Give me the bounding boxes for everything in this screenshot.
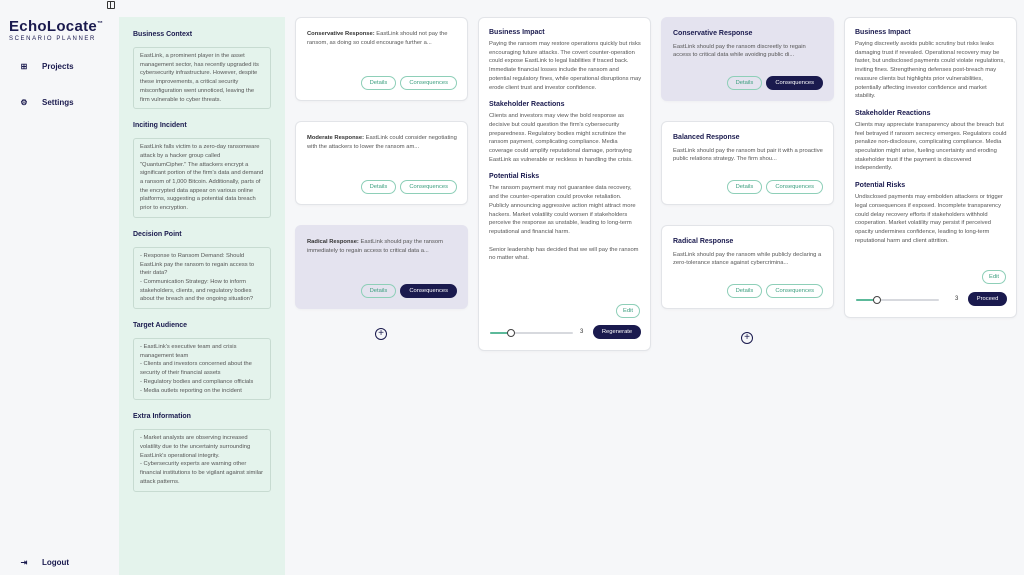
sidebar [0,0,105,575]
details-button[interactable]: Details [727,180,763,194]
list-item: - Response to Ransom Demand: Should EastLink pay the ransom to regain access to their data? [140,252,255,277]
add-option-button[interactable]: + [741,332,753,344]
option-title: Radical Response [673,238,734,245]
logout-icon: ⇥ [20,558,28,567]
add-option-button[interactable]: + [375,328,387,340]
option-title: Conservative Response [673,30,753,37]
business-context-text: EastLink, a prominent player in the asset management sector, has recently upgraded its cybersecurity infrastructure. However, despite these improvements, a critical security misconfiguration went unnoticed, leaving the firm vulnerable to cyber threats. [133,47,271,109]
consequences-button[interactable]: Consequences [400,76,457,90]
slider-value: 3 [580,329,584,335]
list-item: - Market analysts are observing increased volatility due to the uncertainty surrounding EastLink's operational integrity. [140,435,251,459]
slider[interactable] [856,295,939,305]
option-label: Moderate Response: [307,135,365,141]
decision-point-list [133,247,271,309]
option-text: EastLink should not pay the ransom, as doing so could encourage further a... [307,31,448,46]
nav-projects-label: Projects [42,62,74,71]
business-impact-text: Paying discreetly avoids public scrutiny but risks leaks damaging trust if revealed. Operational recovery may be faster, but undisclosed payments could violate regulations, inviting fines. Strengthening defenses post-breach may reassure clients but highlights prior vulnerabilities, potentially affecting investor confidence and market stability. [855,41,1005,100]
nav-logout-label: Logout [42,558,70,567]
stakeholder-reactions-text: Clients may appreciate transparency about the breach but feel betrayed if ransom secrecy emerges. Regulators could penalize non-disclosure, complicating compliance. Media speculation might arise, fueling uncertainty and eroding stakeholder trust if the payment is discovered independently. [855,121,1007,172]
option-title: Balanced Response [673,134,740,141]
potential-risks-heading: Potential Risks [855,182,906,190]
logo-text: EchoLocate [9,18,98,35]
consequences-panel-2 [844,17,1017,318]
stakeholder-reactions-heading: Stakeholder Reactions [855,109,931,117]
consequences-button[interactable]: Consequences [766,284,823,298]
details-button[interactable]: Details [361,76,397,90]
leadership-note: Senior leadership has decided that we will pay the ransom no matter what. [489,246,639,262]
option-card-moderate[interactable] [295,121,468,205]
gear-icon: ⚙ [20,98,28,107]
decision-point-heading: Decision Point [133,230,182,238]
consequences-button[interactable]: Consequences [400,180,457,194]
consequences-button[interactable]: Consequences [400,284,457,298]
list-item: - Communication Strategy: How to inform stakeholders, clients, and regulatory bodies about the breach and the ongoing situation? [140,278,254,303]
logo-trademark: ™ [97,21,104,27]
list-item: - EastLink's executive team and crisis management team [140,344,237,359]
edit-button[interactable]: Edit [616,304,640,318]
extra-info-list [133,429,271,491]
consequences-panel-1 [478,17,651,351]
option-card-radical-selected[interactable] [295,225,468,309]
nav-settings-label: Settings [42,98,74,107]
potential-risks-text: Undisclosed payments may embolden attackers or trigger legal consequences if exposed. Incomplete transparency could delay recovery efforts if stakeholders withhold cooperation. Market volatility may persist if perceived opacity undermines confidence, leading to long-term reputational harm and client attrition. [855,194,1003,244]
consequences-button[interactable]: Consequences [766,76,823,90]
potential-risks-heading: Potential Risks [489,173,540,181]
details-button[interactable]: Details [361,284,397,298]
option-text: EastLink could consider negotiating with the attackers to lower the ransom am... [307,135,457,150]
option-label: Radical Response: [307,239,359,245]
context-panel [119,17,285,575]
business-impact-text: Paying the ransom may restore operations quickly but risks encouraging future attacks. The covert counter-operation could expose EastLink to legal liabilities if traced back. Immediate financial losses include the ransom and potential regulatory fines, while operational disruptions may erode client trust and investor confidence. [489,41,642,91]
consequences-button[interactable]: Consequences [766,180,823,194]
business-impact-heading: Business Impact [855,29,911,36]
option-label: Conservative Response: [307,31,375,37]
grid-icon: ⊞ [20,62,28,71]
option-text: EastLink should pay the ransom while publicly declaring a zero-tolerance stance against cybercrimina... [673,251,822,267]
list-item: - Clients and investors concerned about the security of their financial assets [140,361,252,377]
proceed-button[interactable]: Proceed [968,292,1007,306]
regenerate-button[interactable]: Regenerate [593,325,641,339]
stakeholder-reactions-text: Clients and investors may view the bold response as decisive but could question the firm's cybersecurity preparedness. Regulatory bodies might scrutinize the ransom payment, complicating compliance. Media coverage could amplify reputational damage, portraying EastLink as vulnerable or reckless in handling the crisis. [489,113,633,163]
nav-projects[interactable] [19,62,74,71]
option-card-conservative-selected[interactable] [661,17,834,101]
nav-logout[interactable] [19,558,69,567]
target-audience-list [133,338,271,400]
logo-subtitle: SCENARIO PLANNER [9,36,96,42]
option-card-balanced[interactable] [661,121,834,205]
stakeholder-reactions-heading: Stakeholder Reactions [489,101,565,109]
details-button[interactable]: Details [727,76,763,90]
inciting-incident-text: EastLink falls victim to a zero-day ransomware attack by a hacker group called "QuantumCipher." The attackers encrypt a significant portion of the firm's data and demand a ransom of 1,000 Bitcoin. Additionally, parts of the encrypted data appear on various online platforms, suggesting a potential data breach prior to encryption. [133,138,271,218]
list-item: - Media outlets reporting on the incident [140,387,242,394]
sidebar-toggle-icon[interactable] [107,1,115,9]
extra-info-heading: Extra Information [133,413,191,421]
logo [9,18,103,42]
details-button[interactable]: Details [727,284,763,298]
business-context-heading: Business Context [133,31,193,38]
option-card-conservative[interactable] [295,17,468,101]
edit-button[interactable]: Edit [982,270,1006,284]
slider[interactable] [490,328,573,338]
target-audience-heading: Target Audience [133,322,188,330]
slider-value: 3 [955,296,959,302]
inciting-incident-heading: Inciting Incident [133,122,187,130]
option-text: EastLink should pay the ransom discreetly to regain access to critical data while avoiding public di... [673,43,806,59]
option-text: EastLink should pay the ransom immediately to regain access to critical data a... [307,239,443,254]
list-item: - Regulatory bodies and compliance officials [140,378,254,385]
option-card-radical[interactable] [661,225,834,309]
list-item: - Cybersecurity experts are warning other financial institutions to be vigilant against similar attack patterns. [140,461,264,485]
business-impact-heading: Business Impact [489,29,545,36]
option-text: EastLink should pay the ransom but pair it with a proactive public relations strategy. The firm shou... [673,147,823,163]
potential-risks-text: The ransom payment may not guarantee data recovery, and the counter-operation could provoke retaliation. Publicly announcing aggressive action might attract more hackers. Market volatility could worsen if stakeholders perceive the response as unstable, leading to long-term reputational and financial harm. [489,185,636,235]
nav-settings[interactable] [19,98,74,107]
details-button[interactable]: Details [361,180,397,194]
